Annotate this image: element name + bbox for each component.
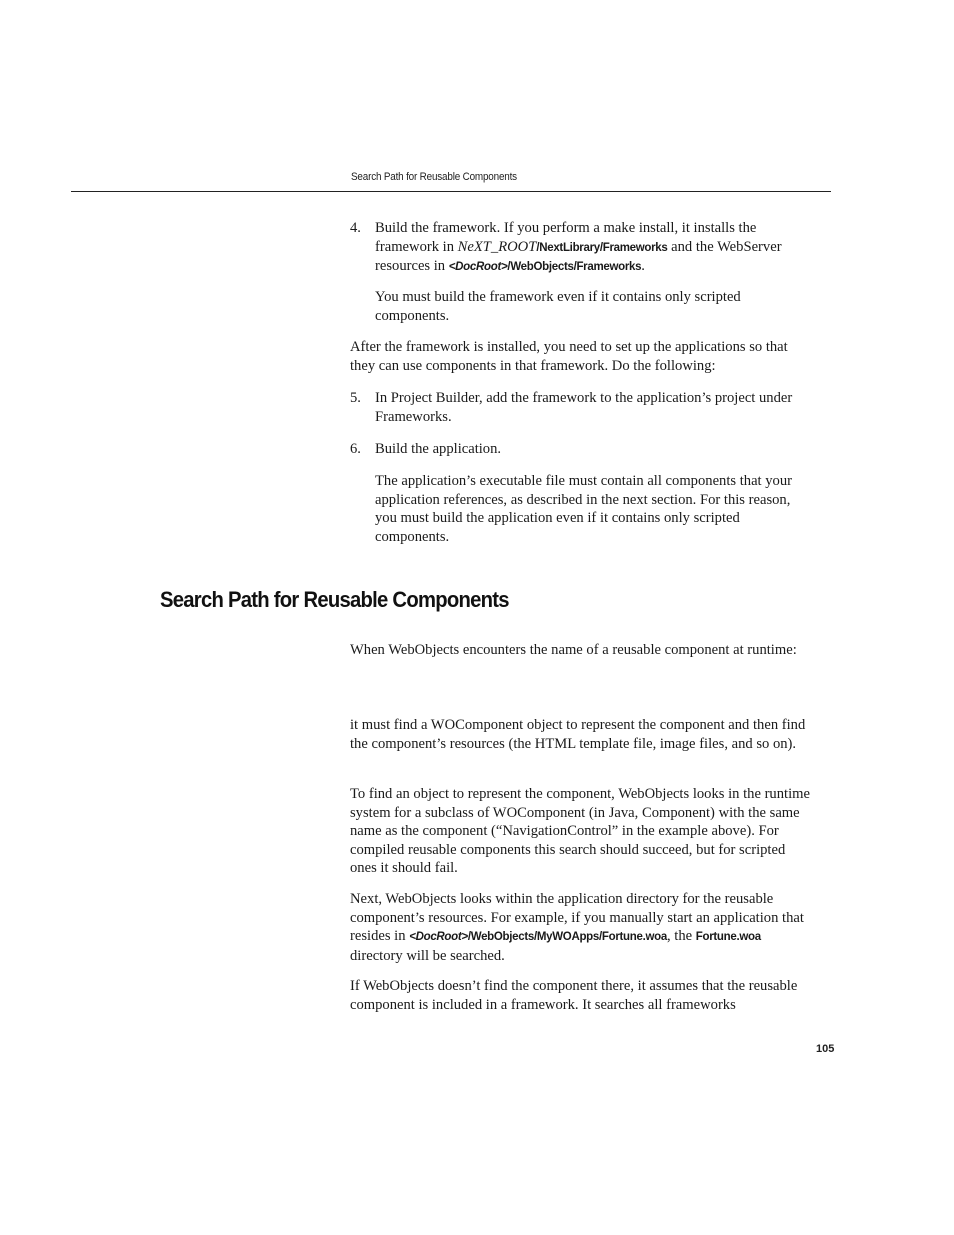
paragraph-3: Next, WebObjects looks within the application directory for the reusable component’s resources. For example, if you manually start an application that resides in <DocRoot>/WebObjects/MyWOApps/Fortune.woa, the Fortune.woa directory will be searched. bbox=[350, 891, 804, 964]
section-intro: When WebObjects encounters the name of a reusable component at runtime: bbox=[350, 642, 797, 658]
step-6 bbox=[350, 440, 810, 459]
page-number: 105 bbox=[816, 1043, 835, 1055]
paragraph-2: To find an object to represent the component, WebObjects looks in the runtime system for a subclass of WOComponent (in Java, Component) with the same name as the component (“NavigationControl” in the example above). For compiled reusable components this search should succeed, but for scripted ones it should fail. bbox=[350, 786, 810, 877]
paragraph-1: it must find a WOComponent object to represent the component and then find the component’s resources (the HTML template file, image files, and so on). bbox=[350, 717, 806, 752]
webobjects-frameworks-path: /WebObjects/Frameworks bbox=[507, 261, 642, 274]
fortune-woa: Fortune.woa bbox=[695, 931, 761, 944]
step-6-text: Build the application. bbox=[375, 441, 502, 457]
step-6-note: The application’s executable file must contain all components that your application references, as described in the next section. For this reason, you must build the application even if it contains only scripted components. bbox=[375, 473, 793, 545]
header-rule bbox=[71, 191, 831, 192]
step-5-number: 5. bbox=[350, 390, 361, 406]
step-4 bbox=[350, 219, 810, 277]
next-root-variable: NeXT_ROOT bbox=[457, 238, 537, 255]
after-framework-paragraph: After the framework is installed, you need to set up the applications so that they can use components in that framework. Do the following: bbox=[350, 339, 788, 374]
running-header: Search Path for Reusable Components bbox=[351, 171, 517, 183]
fortune-app-path: /WebObjects/MyWOApps/Fortune.woa bbox=[467, 931, 667, 944]
step-4-number: 4. bbox=[350, 220, 361, 236]
paragraph-4: If WebObjects doesn’t find the component there, it assumes that the reusable component is included in a framework. It searches all frameworks bbox=[350, 978, 798, 1013]
step-4-note: You must build the framework even if it contains only scripted components. bbox=[375, 289, 741, 324]
section-title: Search Path for Reusable Components bbox=[160, 587, 509, 612]
docroot-variable: <DocRoot> bbox=[448, 261, 508, 274]
docroot-variable: <DocRoot> bbox=[409, 931, 468, 944]
step-5-text: In Project Builder, add the framework to the application’s project under Frameworks. bbox=[375, 390, 793, 425]
step-5 bbox=[350, 389, 810, 426]
frameworks-path: /NextLibrary/Frameworks bbox=[536, 241, 668, 254]
step-4-text: Build the framework. If you perform a make install, it installs the framework in NeXT_ROOT/NextLibrary/Frameworks and the WebServer resources in <DocRoot>/WebObjects/Frameworks. bbox=[375, 220, 782, 275]
step-6-number: 6. bbox=[350, 441, 361, 457]
